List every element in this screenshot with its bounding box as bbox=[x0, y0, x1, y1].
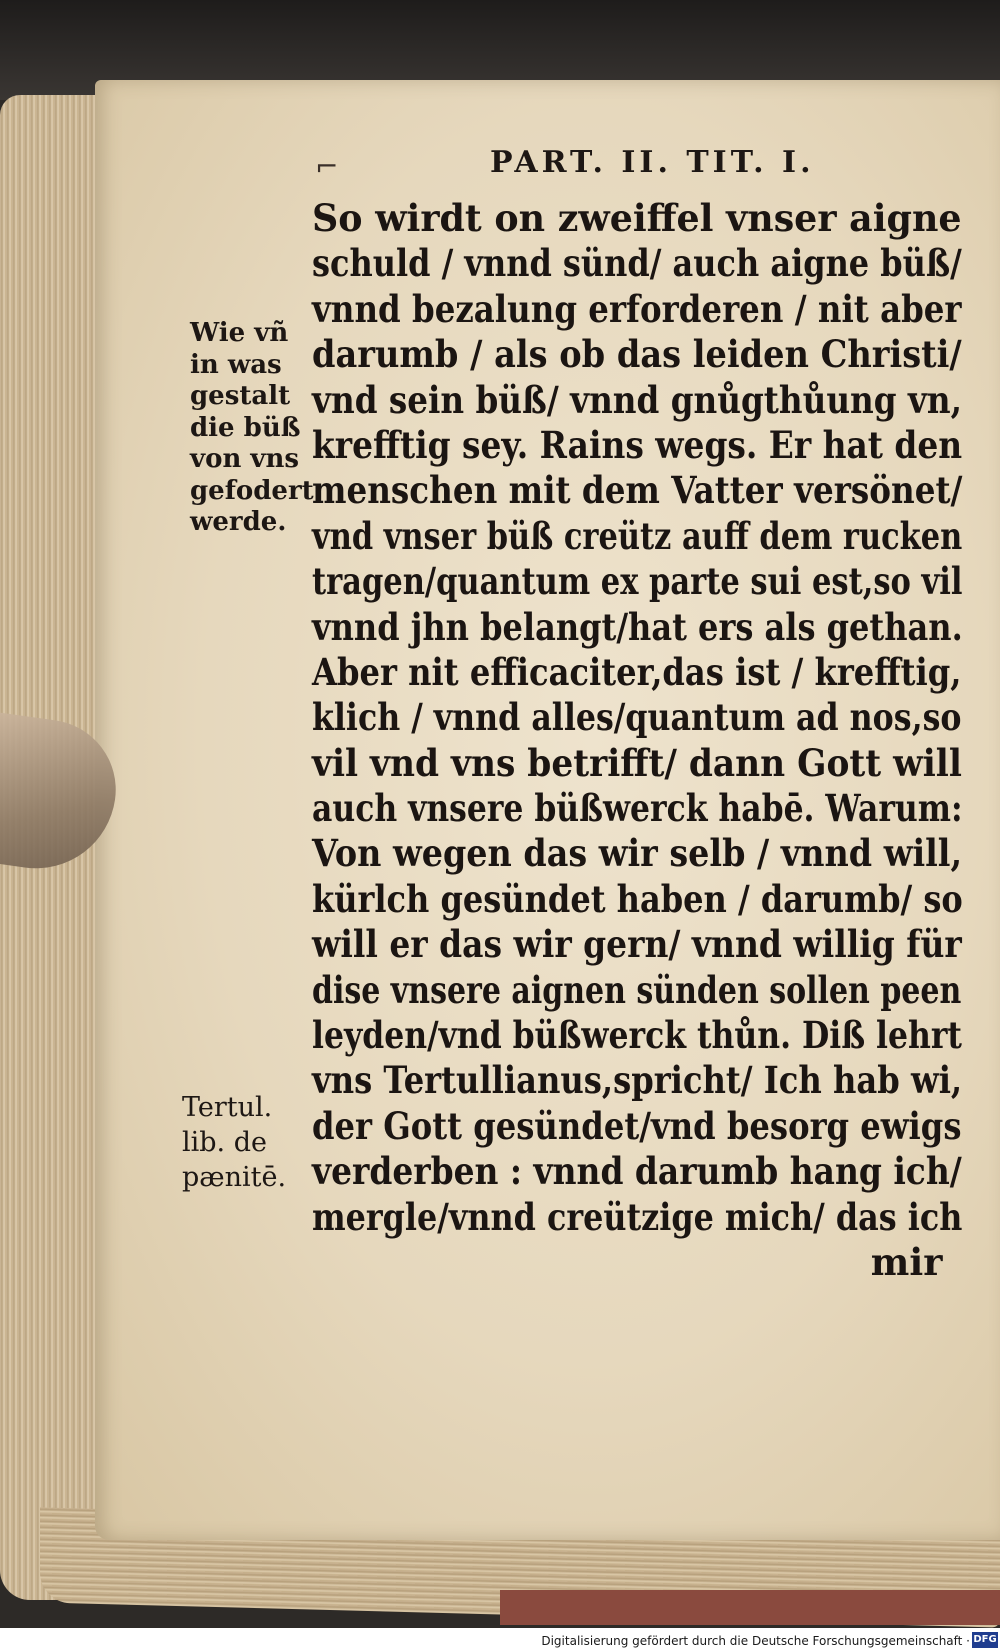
book-binding bbox=[500, 1590, 1000, 1625]
text-line: vnnd bezalung erforderen / nit aber bbox=[312, 286, 962, 331]
margin-note-line: von vns bbox=[190, 444, 300, 474]
margin-note-line: gefodert bbox=[190, 475, 314, 506]
text-line: tragen/quantum ex parte sui est,so vil bbox=[312, 559, 963, 604]
funding-notice: Digitalisierung gefördert durch die Deutsche Forschungsgemeinschaft · bbox=[541, 1634, 970, 1648]
text-line: auch vnsere büßwerck habē. Warum: bbox=[312, 786, 963, 831]
text-line: will er das wir gern/ vnnd willig für bbox=[312, 922, 962, 967]
dfg-logo: DFG bbox=[972, 1632, 998, 1648]
margin-note-line: werde. bbox=[190, 507, 287, 537]
text-line: darumb / als ob das leiden Christi/ bbox=[312, 332, 962, 377]
text-line: Von wegen das wir selb / vnnd will, bbox=[312, 831, 963, 876]
margin-ref-line: pænitē. bbox=[182, 1162, 287, 1193]
text-line: klich / vnnd alles/quantum ad nos,so bbox=[312, 695, 962, 740]
margin-note-line: Wie vñ bbox=[190, 318, 289, 348]
text-line: schuld / vnnd sünd/ auch aigne büß/ bbox=[312, 241, 962, 286]
body-text bbox=[312, 196, 972, 1285]
text-line: vns Tertullianus,spricht/ Ich hab wi, bbox=[312, 1058, 963, 1103]
text-line catchword: mir bbox=[870, 1239, 943, 1284]
text-line: der Gott gesündet/vnd besorg ewigs bbox=[312, 1103, 962, 1148]
text-line: kürlch gesündet haben / darumb/ so bbox=[312, 876, 963, 921]
margin-note-line: die büß bbox=[190, 412, 301, 443]
text-line: Aber nit efficaciter,das ist / krefftig, bbox=[312, 649, 962, 694]
text-line: So wirdt on zweiffel vnser aigne bbox=[312, 196, 962, 240]
text-line: vil vnd vns betrifft/ dann Gott will bbox=[312, 740, 962, 785]
margin-ref-line: lib. de bbox=[182, 1127, 267, 1158]
margin-note-line: gestalt bbox=[190, 381, 291, 411]
text-line: leyden/vnd büßwerck thůn. Diß lehrt bbox=[312, 1013, 962, 1058]
footer-bar bbox=[0, 1628, 1000, 1652]
text-line: vnd vnser büß creütz auff dem rucken bbox=[312, 513, 963, 558]
text-line: verderben : vnnd darumb hang ich/ bbox=[312, 1149, 962, 1194]
margin-note bbox=[190, 318, 314, 539]
margin-note-line: in was bbox=[190, 349, 282, 380]
text-line: krefftig sey. Rains wegs. Er hat den bbox=[312, 422, 963, 467]
text-line: dise vnsere aignen sünden sollen peen bbox=[312, 967, 962, 1012]
margin-reference bbox=[182, 1090, 286, 1195]
text-line: menschen mit dem Vatter versönet/ bbox=[312, 468, 963, 513]
text-line: vnd sein büß/ vnnd gnůgthůung vn, bbox=[312, 377, 963, 422]
running-head: PART. II. TIT. I. bbox=[490, 145, 815, 180]
header-ornament: ⌐ bbox=[315, 150, 339, 183]
text-line: vnnd jhn belangt/hat ers als gethan. bbox=[312, 604, 963, 649]
text-line: mergle/vnnd creützige mich/ das ich bbox=[312, 1194, 963, 1239]
margin-ref-line: Tertul. bbox=[182, 1092, 273, 1123]
